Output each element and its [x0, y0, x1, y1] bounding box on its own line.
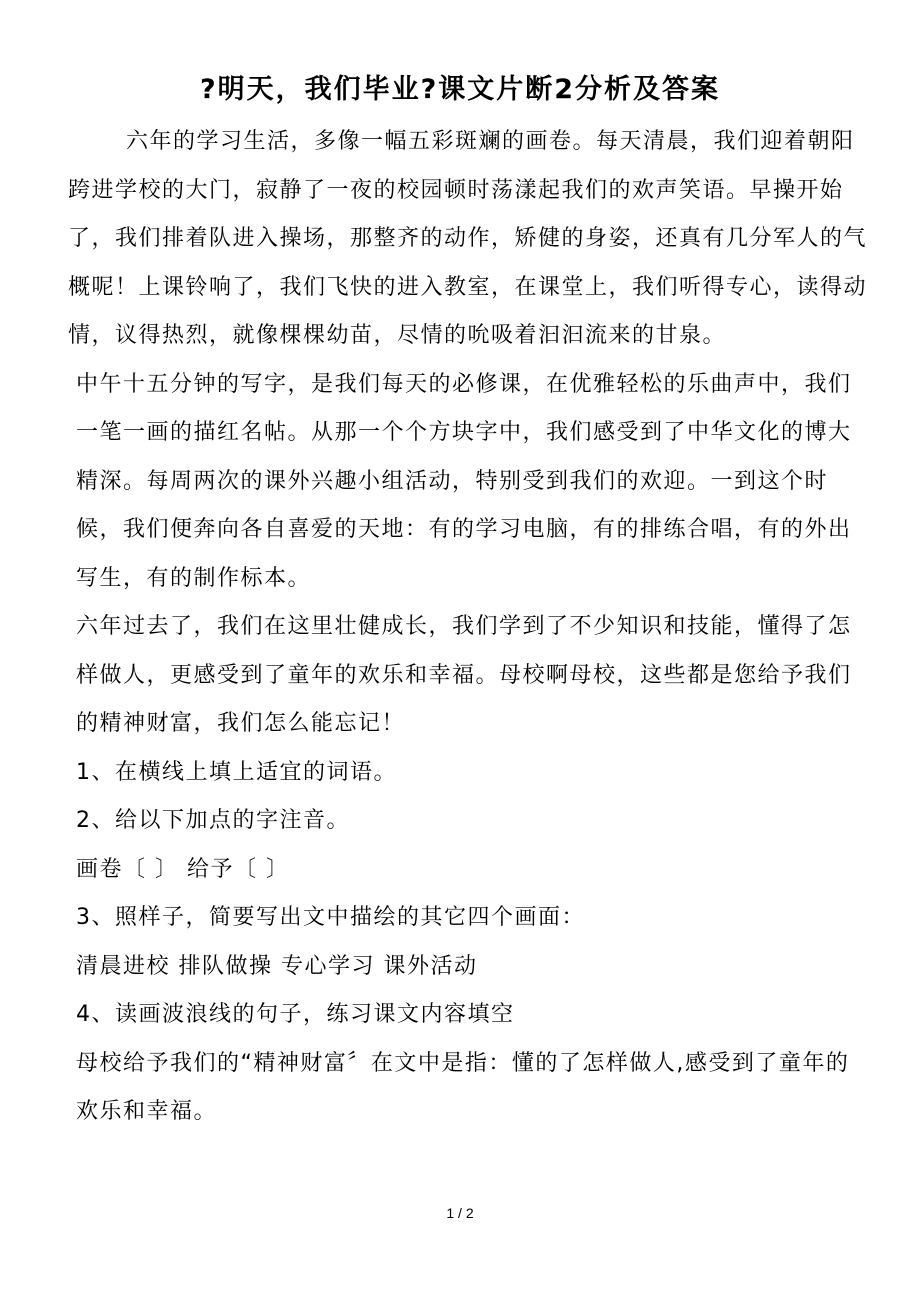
- question-4-answer: 母校给予我们的“精神财富〞在文中是指：懂的了怎样做人,感受到了童年的欢乐和幸福。: [76, 1050, 850, 1124]
- paragraph-3: 六年过去了，我们在这里壮健成长，我们学到了不少知识和技能，懂得了怎样做人，更感受到了童年的欢乐和幸福。母校啊母校，这些都是您给予我们的精神财富，我们怎么能忘记！: [76, 614, 852, 736]
- question-3: 3、照样子，简要写出文中描绘的其它四个画面：: [76, 905, 585, 930]
- question-4: 4、读画波浪线的句子，练习课文内容填空: [76, 1002, 515, 1027]
- page-number: 1 / 2: [446, 1205, 474, 1221]
- paragraph-1: 六年的学习生活，多像一幅五彩斑斓的画卷。每天清晨，我们迎着朝阳跨进学校的大门，寂静了一夜的校园顿时荡漾起我们的欢声笑语。早操开始了，我们排着队进入操场，那整齐的动作，矫健的身姿，还真有几分军人的气概呢！上课铃响了，我们飞快的进入教室，在课堂上，我们听得专心，读得动情，议得热烈，就像棵棵幼苗，尽情的吮吸着汩汩流来的甘泉。: [68, 129, 868, 348]
- question-2: 2、给以下加点的字注音。: [76, 808, 350, 833]
- question-1: 1、在横线上填上适宜的词语。: [76, 759, 397, 785]
- paragraph-2: 中午十五分钟的写字，是我们每天的必修课，在优雅轻松的乐曲声中，我们一笔一画的描红名帖。从那一个个方块字中，我们感受到了中华文化的博大精深。每周两次的课外兴趣小组活动，特别受到我们的欢迎。一到这个时候，我们便奔向各自喜爱的天地：有的学习电脑，有的排练合唱，有的外出写生，有的制作标本。: [76, 371, 852, 591]
- document-body: [68, 118, 868, 1137]
- document-title: ?明天，我们毕业?课文片断2分析及答案: [199, 74, 721, 105]
- question-2-items: 画卷〔 〕 给予〔 〕: [76, 856, 290, 882]
- question-3-answer: 清晨进校 排队做操 专心学习 课外活动: [76, 953, 478, 979]
